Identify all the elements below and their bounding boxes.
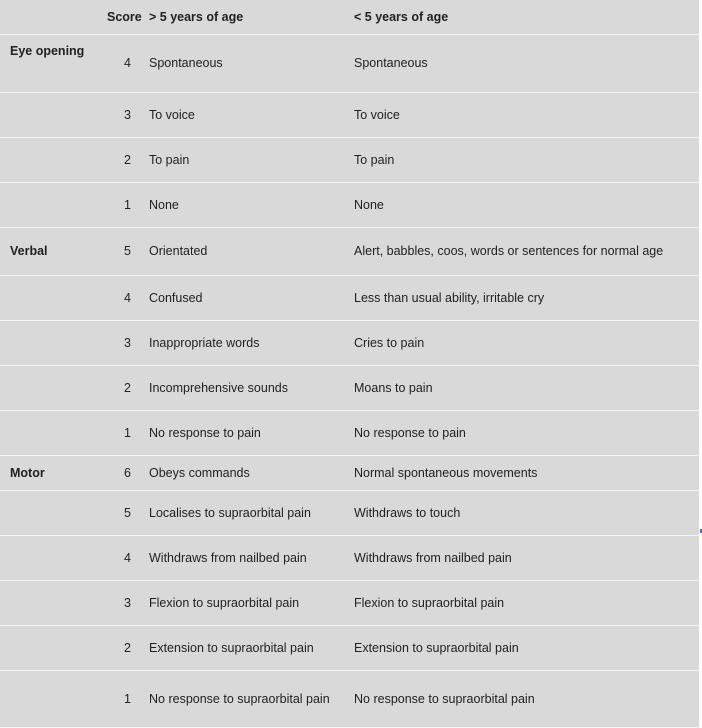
category-cell xyxy=(0,138,97,183)
score-cell: 2 xyxy=(97,626,139,671)
older-cell: Orientated xyxy=(139,228,344,276)
younger-cell: Withdraws from nailbed pain xyxy=(344,536,699,581)
score-cell: 3 xyxy=(97,581,139,626)
score-cell: 1 xyxy=(97,411,139,456)
score-cell: 4 xyxy=(97,536,139,581)
category-cell xyxy=(0,183,97,228)
older-cell: Extension to supraorbital pain xyxy=(139,626,344,671)
younger-cell: Cries to pain xyxy=(344,321,699,366)
category-cell xyxy=(0,671,97,728)
table-row xyxy=(0,671,699,728)
score-cell: 3 xyxy=(97,321,139,366)
younger-cell: Moans to pain xyxy=(344,366,699,411)
header-score: Score xyxy=(97,0,139,35)
younger-cell: None xyxy=(344,183,699,228)
older-cell: No response to supraorbital pain xyxy=(139,671,344,728)
younger-cell: Alert, babbles, coos, words or sentences for normal age xyxy=(344,228,699,276)
table-row xyxy=(0,93,699,138)
younger-cell: To pain xyxy=(344,138,699,183)
category-cell xyxy=(0,626,97,671)
score-cell: 1 xyxy=(97,183,139,228)
younger-cell: No response to pain xyxy=(344,411,699,456)
header-row xyxy=(0,0,699,35)
category-eye-opening: Eye opening xyxy=(0,35,97,93)
table-row xyxy=(0,366,699,411)
table-row xyxy=(0,536,699,581)
table-row xyxy=(0,491,699,536)
older-cell: Inappropriate words xyxy=(139,321,344,366)
younger-cell: Extension to supraorbital pain xyxy=(344,626,699,671)
category-cell xyxy=(0,411,97,456)
score-cell: 3 xyxy=(97,93,139,138)
header-category xyxy=(0,0,97,35)
table-row xyxy=(0,581,699,626)
score-cell: 1 xyxy=(97,671,139,728)
category-cell xyxy=(0,321,97,366)
score-cell: 4 xyxy=(97,276,139,321)
category-cell xyxy=(0,366,97,411)
header-younger: < 5 years of age xyxy=(344,0,699,35)
younger-cell: Normal spontaneous movements xyxy=(344,456,699,491)
table-row xyxy=(0,626,699,671)
table-row xyxy=(0,183,699,228)
older-cell: Incomprehensive sounds xyxy=(139,366,344,411)
category-cell xyxy=(0,536,97,581)
category-cell xyxy=(0,491,97,536)
older-cell: None xyxy=(139,183,344,228)
score-cell: 5 xyxy=(97,491,139,536)
older-cell: To voice xyxy=(139,93,344,138)
table-row xyxy=(0,276,699,321)
category-cell xyxy=(0,581,97,626)
category-cell xyxy=(0,276,97,321)
older-cell: Confused xyxy=(139,276,344,321)
score-cell: 2 xyxy=(97,366,139,411)
score-cell: 6 xyxy=(97,456,139,491)
younger-cell: Withdraws to touch xyxy=(344,491,699,536)
older-cell: Withdraws from nailbed pain xyxy=(139,536,344,581)
older-cell: No response to pain xyxy=(139,411,344,456)
category-motor: Motor xyxy=(0,456,97,491)
younger-cell: Flexion to supraorbital pain xyxy=(344,581,699,626)
younger-cell: Less than usual ability, irritable cry xyxy=(344,276,699,321)
table-row xyxy=(0,321,699,366)
score-cell: 2 xyxy=(97,138,139,183)
older-cell: Obeys commands xyxy=(139,456,344,491)
table-row xyxy=(0,35,699,93)
older-cell: To pain xyxy=(139,138,344,183)
table-row xyxy=(0,456,699,491)
score-cell: 5 xyxy=(97,228,139,276)
table-row xyxy=(0,411,699,456)
table-row xyxy=(0,138,699,183)
younger-cell: Spontaneous xyxy=(344,35,699,93)
header-older: > 5 years of age xyxy=(139,0,344,35)
category-verbal: Verbal xyxy=(0,228,97,276)
younger-cell: To voice xyxy=(344,93,699,138)
older-cell: Spontaneous xyxy=(139,35,344,93)
table-row xyxy=(0,228,699,276)
older-cell: Flexion to supraorbital pain xyxy=(139,581,344,626)
category-cell xyxy=(0,93,97,138)
older-cell: Localises to supraorbital pain xyxy=(139,491,344,536)
younger-cell: No response to supraorbital pain xyxy=(344,671,699,728)
score-cell: 4 xyxy=(97,35,139,93)
